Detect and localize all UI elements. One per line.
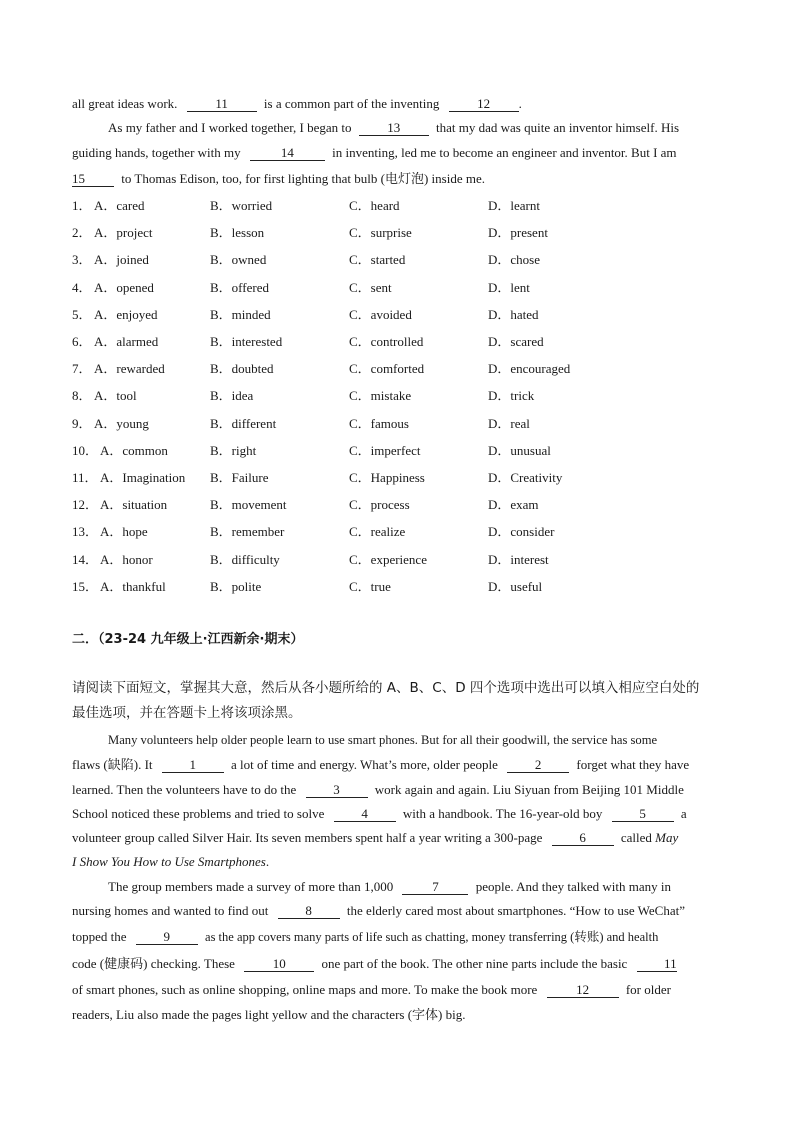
option-b[interactable]: B．right (210, 442, 257, 458)
passage2-line-7 (108, 879, 722, 895)
blank-11: 11 (187, 97, 257, 112)
instructions (72, 676, 722, 726)
option-b[interactable]: B．lesson (210, 225, 265, 241)
text: volunteer group called Silver Hair. Its seven members spent half a year writing a 300-page (72, 830, 543, 845)
option-b[interactable]: B．interested (210, 334, 283, 349)
text: The group members made a survey of more than 1,000 (108, 879, 394, 894)
option-a[interactable]: A．project (94, 225, 153, 241)
option-a[interactable]: A．situation (100, 497, 168, 513)
option-b[interactable]: B．owned (210, 252, 267, 268)
option-row (72, 280, 722, 296)
question-number: 9． (72, 415, 92, 431)
option-b[interactable]: B．polite (210, 578, 262, 594)
text: all great ideas work. (72, 96, 178, 111)
blank-p2-3: 3 (306, 783, 368, 798)
text: topped the (72, 929, 127, 944)
option-c[interactable]: C．process (349, 497, 410, 513)
option-b[interactable]: B．difficulty (210, 551, 280, 567)
text: flaws (缺陷). It (72, 757, 153, 772)
option-c[interactable]: C．started (349, 252, 406, 268)
option-b[interactable]: B．different (210, 415, 277, 431)
text: code (健康码) checking. These (72, 956, 235, 971)
book-title-start: May (655, 830, 679, 845)
blank-p2-7: 7 (402, 880, 468, 895)
option-d[interactable]: D．lent (488, 279, 530, 295)
blank-p2-4: 4 (334, 807, 396, 822)
option-row (72, 443, 722, 459)
passage2-line-1 (108, 732, 722, 748)
text: for older (625, 982, 671, 997)
text: a (680, 806, 687, 821)
passage2-line-4 (72, 806, 722, 822)
text: to Thomas Edison, too, for first lighting that bulb (电灯泡) inside me. (121, 171, 485, 186)
option-a[interactable]: A．young (94, 415, 149, 431)
text: readers, Liu also made the pages light yellow and the characters (字体) big. (72, 1007, 466, 1022)
question-number: 3． (72, 252, 92, 268)
option-c[interactable]: C．Happiness (349, 470, 425, 485)
option-d[interactable]: D．present (488, 225, 548, 241)
text: that my dad was quite an inventor himself. His (436, 120, 679, 135)
option-b[interactable]: B．minded (210, 306, 271, 322)
text: nursing homes and wanted to find out (72, 903, 269, 918)
option-c[interactable]: C．mistake (349, 388, 412, 404)
option-c[interactable]: C．true (349, 578, 391, 594)
option-a[interactable]: A．hope (100, 524, 148, 540)
text: the elderly cared most about smartphones. “How to use WeChat” (346, 903, 685, 918)
option-c[interactable]: C．heard (349, 198, 400, 213)
passage1-line-1 (72, 96, 722, 112)
question-number: 7． (72, 361, 92, 377)
option-c[interactable]: C．surprise (349, 225, 412, 241)
option-b[interactable]: B．offered (210, 279, 269, 295)
option-a[interactable]: A．cared (94, 198, 145, 213)
option-d[interactable]: D．interest (488, 551, 549, 567)
blank-p2-5: 5 (612, 807, 674, 822)
question-number: 4． (72, 279, 92, 295)
option-a[interactable]: A．Imagination (100, 470, 186, 485)
option-row (72, 307, 722, 323)
question-number: 1． (72, 198, 92, 213)
blank-12: 12 (449, 97, 519, 112)
option-c[interactable]: C．avoided (349, 306, 412, 322)
instruction-line-2: 最佳选项，并在答题卡上将该项涂黑。 (72, 705, 302, 721)
text: . (265, 854, 270, 869)
option-d[interactable]: D．hated (488, 306, 539, 322)
option-row (72, 416, 722, 432)
blank-p2-6: 6 (552, 831, 614, 846)
blank-p2-2: 2 (507, 758, 569, 773)
question-number: 6． (72, 334, 92, 349)
option-d[interactable]: D．real (488, 415, 530, 431)
option-d[interactable]: D．encouraged (488, 361, 571, 377)
text: called (620, 830, 652, 845)
question-number: 5． (72, 306, 92, 322)
option-row (72, 388, 722, 404)
option-c[interactable]: C．controlled (349, 334, 424, 349)
text: guiding hands, together with my (72, 145, 241, 160)
option-row (72, 552, 722, 568)
option-row (72, 225, 722, 241)
passage2-line-3 (72, 782, 722, 798)
option-a[interactable]: A．thankful (100, 578, 166, 594)
text: learned. Then the volunteers have to do the (72, 782, 297, 797)
text: of smart phones, such as online shopping, online maps and more. To make the book more (72, 982, 538, 997)
option-b[interactable]: B．idea (210, 388, 254, 404)
option-row (72, 361, 722, 377)
passage1-line-4 (72, 171, 722, 187)
option-row (72, 470, 722, 486)
option-c[interactable]: C．sent (349, 279, 392, 295)
question-number: 12． (72, 497, 99, 513)
blank-p2-8: 8 (278, 904, 340, 919)
option-b[interactable]: B．Failure (210, 470, 269, 485)
passage2-line-6 (72, 854, 722, 870)
option-a[interactable]: A．enjoyed (94, 306, 158, 322)
option-a[interactable]: A．tool (94, 388, 137, 404)
option-c[interactable]: C．realize (349, 524, 406, 540)
option-c[interactable]: C．imperfect (349, 442, 421, 458)
blank-13: 13 (359, 121, 429, 136)
question-number: 14． (72, 551, 99, 567)
option-b[interactable]: B．worried (210, 198, 273, 213)
question-number: 13． (72, 524, 99, 540)
option-c[interactable]: C．famous (349, 415, 409, 431)
question-number: 15． (72, 578, 99, 594)
option-a[interactable]: A．joined (94, 252, 149, 268)
option-d[interactable]: D．consider (488, 524, 555, 540)
passage2-line-9 (72, 929, 722, 945)
option-d[interactable]: D．unusual (488, 442, 551, 458)
option-c[interactable]: C．comforted (349, 361, 425, 377)
option-a[interactable]: A．opened (94, 279, 154, 295)
text: people. And they talked with many in (475, 879, 672, 894)
option-row (72, 334, 722, 350)
text: As my father and I worked together, I began to (108, 120, 352, 135)
text: School noticed these problems and tried to solve (72, 806, 325, 821)
passage2-line-8 (72, 903, 722, 919)
option-a[interactable]: A．common (100, 442, 168, 458)
option-row (72, 497, 722, 513)
option-d[interactable]: D．scared (488, 334, 544, 349)
passage2-line-2 (72, 757, 722, 773)
passage1-line-3 (72, 145, 722, 161)
option-b[interactable]: B．movement (210, 497, 287, 513)
text: one part of the book. The other nine parts include the basic (321, 956, 628, 971)
question-number: 10． (72, 442, 99, 458)
text: in inventing, led me to become an engineer and inventor. But I am (332, 145, 677, 160)
text: . (518, 96, 522, 111)
passage1-line-2 (72, 120, 722, 136)
text: a lot of time and energy. What’s more, older people (231, 757, 498, 772)
option-d[interactable]: D．trick (488, 388, 535, 404)
option-a[interactable]: A．honor (100, 551, 153, 567)
instruction-line-1: 请阅读下面短文，掌握其大意，然后从各小题所给的 A、B、C、D 四个选项中选出可以填入相应空白处的 (72, 680, 700, 696)
option-row (72, 198, 722, 214)
passage2-line-5 (72, 830, 722, 846)
section-heading: 二．（23-24 九年级上·江西新余·期末） (72, 632, 304, 647)
option-row (72, 252, 722, 268)
question-number: 2． (72, 225, 92, 241)
option-d[interactable]: D．useful (488, 578, 543, 594)
blank-p2-1: 1 (162, 758, 224, 773)
passage2-line-10 (72, 956, 722, 972)
option-a[interactable]: A．rewarded (94, 361, 165, 377)
blank-p2-9: 9 (136, 930, 198, 945)
option-d[interactable]: D．exam (488, 497, 539, 513)
passage2-line-12 (72, 1007, 722, 1023)
question-number: 8． (72, 388, 92, 404)
option-b[interactable]: B．remember (210, 524, 285, 540)
option-b[interactable]: B．doubted (210, 361, 274, 377)
question-number: 11． (72, 470, 98, 485)
blank-p2-11: 11 (637, 957, 677, 972)
blank-14: 14 (250, 146, 325, 161)
option-a[interactable]: A．alarmed (94, 334, 159, 349)
blank-15: 15 (72, 172, 114, 187)
blank-p2-12: 12 (547, 983, 619, 998)
option-row (72, 524, 722, 540)
option-c[interactable]: C．experience (349, 551, 427, 567)
option-row (72, 579, 722, 595)
text: with a handbook. The 16-year-old boy (402, 806, 603, 821)
blank-p2-10: 10 (244, 957, 314, 972)
book-title: I Show You How to Use Smartphones (72, 854, 266, 869)
text: is a common part of the inventing (263, 96, 440, 111)
text: forget what they have (576, 757, 690, 772)
text: Many volunteers help older people learn to use smart phones. But for all their goodwill, the service has some (108, 733, 658, 747)
passage2-line-11 (72, 982, 722, 998)
option-d[interactable]: D．learnt (488, 198, 540, 213)
text: work again and again. Liu Siyuan from Beijing 101 Middle (374, 782, 684, 797)
option-d[interactable]: D．Creativity (488, 470, 563, 485)
option-d[interactable]: D．chose (488, 252, 540, 268)
text: as the app covers many parts of life such as chatting, money transferring (转账) and health (205, 930, 659, 944)
